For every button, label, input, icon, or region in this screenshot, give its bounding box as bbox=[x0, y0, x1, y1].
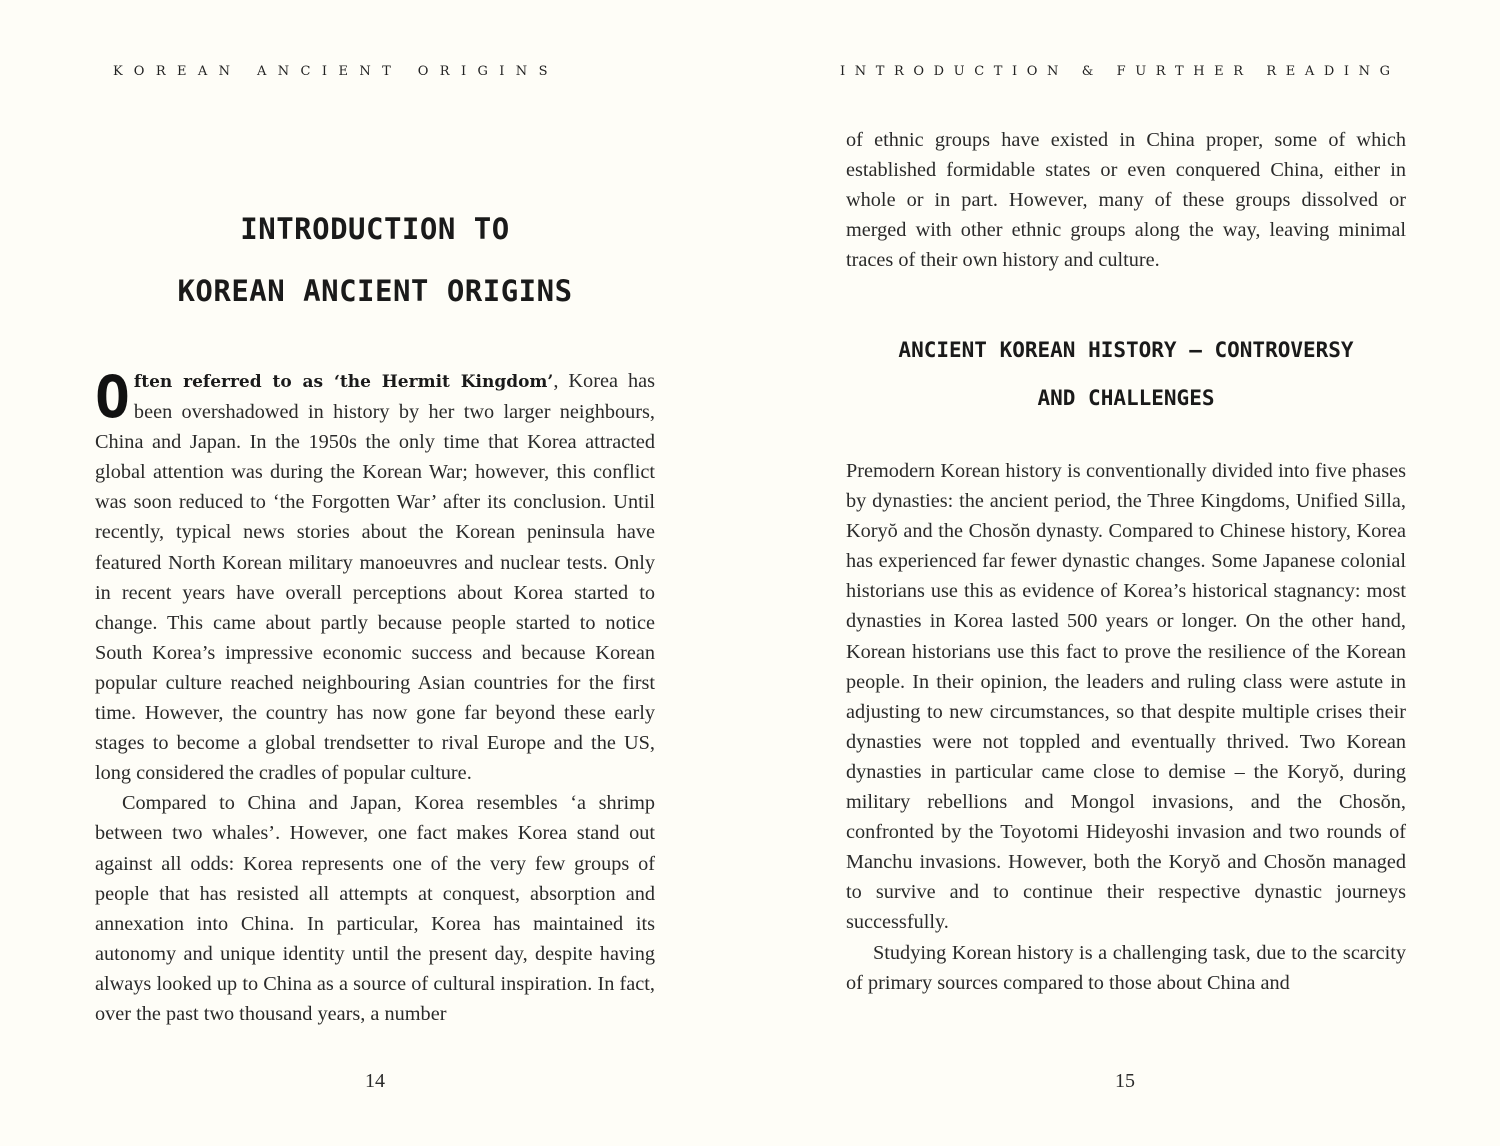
right-paragraph-1: Premodern Korean history is conventionally divided into five phases by dynasties: the ancient period, the Three Kingdoms, Unified Silla, Koryŏ and the Chosŏn dynasty. Compared to Chinese history, Korea has experienced far fewer dynastic changes. Some Japanese colonial historians use this as evidence of Korea’s historical stagnancy: most dynasties in Korea lasted 500 years or longer. On the other hand, Korean historians use this fact to prove the resilience of the Korean people. In their opinion, the leaders and ruling class were astute in adjusting to new circumstances, so that despite multiple crises their dynasties were not toppled and eventually thrived. Two Korean dynasties in particular came close to demise – the Koryŏ, during military rebellions and Mongol invasions, and the Chosŏn, confronted by the Toyotomi Hideyoshi invasion and two rounds of Manchu invasions. However, both the Koryŏ and Chosŏn managed to survive and to continue their respective dynastic journeys successfully. bbox=[846, 460, 1406, 934]
right-continuation-text bbox=[846, 125, 1406, 275]
right-body-text bbox=[846, 456, 1406, 998]
chapter-title-line-1: INTRODUCTION TO bbox=[240, 212, 510, 246]
section-title-line-2: AND CHALLENGES bbox=[1037, 386, 1215, 410]
right-paragraph-2: Studying Korean history is a challenging task, due to the scarcity of primary sources compared to those about China and bbox=[846, 941, 1406, 994]
page-number-left: 14 bbox=[365, 1070, 385, 1092]
left-body-text bbox=[95, 363, 655, 1029]
page-number-right: 15 bbox=[1115, 1070, 1135, 1092]
drop-cap: O bbox=[95, 363, 130, 431]
chapter-title bbox=[95, 198, 655, 322]
section-title-line-1: ANCIENT KOREAN HISTORY – CONTROVERSY bbox=[898, 338, 1354, 362]
lead-in: ften referred to as ‘the Hermit Kingdom’ bbox=[133, 372, 554, 392]
left-paragraph-1 bbox=[95, 363, 655, 788]
running-head-left: KOREAN ANCIENT ORIGINS bbox=[113, 64, 559, 79]
left-paragraph-1-text: , Korea has been overshadowed in history by her two larger neighbours, China and Japan. In the 1950s the only time that Korea attracted global attention was during the Korean War; however, this conflict was soon reduced to ‘the Forgotten War’ after its conclusion. Until recently, typical news stories about the Korean peninsula have featured North Korean military manoeuvres and nuclear tests. Only in recent years have overall perceptions about Korea started to change. This came about partly because people started to notice South Korea’s impressive economic success and because Korean popular culture reached neighbouring Asian countries for the first time. However, the country has now gone far beyond these early stages to become a global trendsetter to rival Europe and the US, long considered the cradles of popular culture. bbox=[95, 370, 655, 785]
section-title bbox=[846, 326, 1406, 422]
right-page bbox=[750, 0, 1500, 1146]
left-paragraph-2: Compared to China and Japan, Korea resembles ‘a shrimp between two whales’. However, one fact makes Korea stand out against all odds: Korea represents one of the very few groups of people that has resisted all attempts at conquest, absorption and annexation into China. In particular, Korea has maintained its autonomy and unique identity until the present day, despite having always looked up to China as a source of cultural inspiration. In fact, over the past two thousand years, a number bbox=[95, 792, 655, 1025]
chapter-title-line-2: KOREAN ANCIENT ORIGINS bbox=[177, 274, 573, 308]
right-continuation-paragraph: of ethnic groups have existed in China proper, some of which established formidable states or even conquered China, either in whole or in part. However, many of these groups dissolved or merged with other ethnic groups along the way, leaving minimal traces of their own history and culture. bbox=[846, 129, 1406, 272]
running-head-right: INTRODUCTION & FURTHER READING bbox=[840, 64, 1400, 79]
